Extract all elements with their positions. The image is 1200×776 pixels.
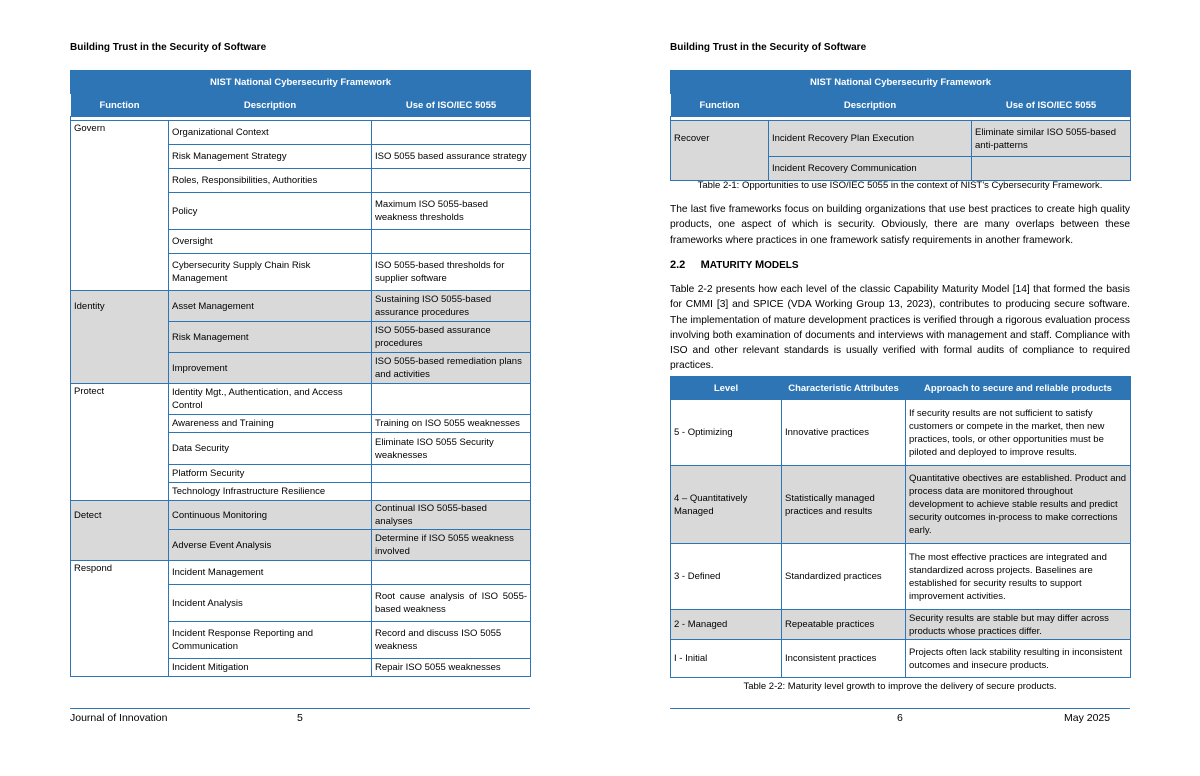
table-row	[71, 230, 531, 254]
description-cell: Risk Management Strategy	[169, 145, 372, 169]
function-cell: Respond	[71, 561, 169, 585]
approach-cell: Projects often lack stability resulting in inconsistent outcomes and insecure products.	[906, 640, 1131, 678]
function-cell	[71, 254, 169, 291]
function-cell	[71, 622, 169, 659]
table-row	[671, 610, 1131, 640]
table-row	[71, 254, 531, 291]
description-cell: Improvement	[169, 353, 372, 384]
use-cell: Continual ISO 5055-based analyses	[372, 501, 531, 530]
description-cell: Incident Recovery Plan Execution	[769, 121, 972, 157]
use-cell: ISO 5055-based thresholds for supplier software	[372, 254, 531, 291]
function-cell: Identity	[71, 291, 169, 322]
function-cell	[71, 659, 169, 677]
attributes-cell: Statistically managed practices and results	[782, 466, 906, 544]
table-row	[71, 353, 531, 384]
description-cell: Incident Recovery Communication	[769, 157, 972, 181]
description-cell: Incident Analysis	[169, 585, 372, 622]
description-cell: Roles, Responsibilities, Authorities	[169, 169, 372, 193]
use-cell	[372, 465, 531, 483]
level-cell: 4 – Quantitatively Managed	[671, 466, 782, 544]
column-header-use: Use of ISO/IEC 5055	[372, 94, 531, 117]
table-row	[71, 501, 531, 530]
table-row	[71, 322, 531, 353]
page-right	[600, 0, 1200, 776]
function-cell: Protect	[71, 384, 169, 415]
approach-cell: Quantitative obectives are established. Product and process data are monitored throughout development to achieve stable results and predict security outcomes in-process to make corrections early.	[906, 466, 1131, 544]
description-cell: Cybersecurity Supply Chain Risk Management	[169, 254, 372, 291]
running-head: Building Trust in the Security of Software	[70, 42, 267, 53]
column-header-use: Use of ISO/IEC 5055	[972, 94, 1131, 117]
description-cell: Organizational Context	[169, 121, 372, 145]
function-cell	[71, 353, 169, 384]
function-cell: Govern	[71, 121, 169, 145]
table-row	[71, 415, 531, 433]
table-row	[671, 544, 1131, 610]
table-row	[71, 561, 531, 585]
table-title: NIST National Cybersecurity Framework	[671, 71, 1131, 94]
table-row	[71, 169, 531, 193]
description-cell: Identity Mgt., Authentication, and Access Control	[169, 384, 372, 415]
use-cell: ISO 5055-based remediation plans and activities	[372, 353, 531, 384]
level-cell: I - Initial	[671, 640, 782, 678]
description-cell: Incident Mitigation	[169, 659, 372, 677]
attributes-cell: Inconsistent practices	[782, 640, 906, 678]
table-row	[671, 466, 1131, 544]
level-cell: 5 - Optimizing	[671, 400, 782, 466]
use-cell	[372, 483, 531, 501]
table-row	[671, 640, 1131, 678]
function-cell	[71, 145, 169, 169]
table-row	[71, 530, 531, 561]
section-title-initial: M	[754, 259, 765, 271]
nist-framework-table	[70, 70, 531, 677]
use-cell: Repair ISO 5055 weaknesses	[372, 659, 531, 677]
description-cell: Continuous Monitoring	[169, 501, 372, 530]
running-head: Building Trust in the Security of Software	[670, 42, 867, 53]
use-cell	[372, 384, 531, 415]
footer-rule	[670, 708, 1130, 709]
table-row	[71, 483, 531, 501]
column-header-description: Description	[769, 94, 972, 117]
table-row	[71, 121, 531, 145]
approach-cell: If security results are not sufficient to satisfy customers or compete in the market, then new practices, tools, or other opportunities must be piloted and deployed to improve results.	[906, 400, 1131, 466]
description-cell: Risk Management	[169, 322, 372, 353]
function-cell	[71, 193, 169, 230]
use-cell: ISO 5055-based assurance procedures	[372, 322, 531, 353]
description-cell: Awareness and Training	[169, 415, 372, 433]
use-cell: ISO 5055 based assurance strategy	[372, 145, 531, 169]
section-title-initial: M	[700, 259, 710, 271]
section-heading	[670, 259, 799, 271]
table-caption: Table 2-2: Maturity level growth to improve the delivery of secure products.	[743, 681, 1057, 692]
use-cell	[372, 230, 531, 254]
function-cell: Detect	[71, 501, 169, 530]
description-cell: Asset Management	[169, 291, 372, 322]
nist-framework-table-continued	[670, 70, 1131, 181]
table-row	[71, 585, 531, 622]
description-cell: Policy	[169, 193, 372, 230]
section-number: 2.2	[670, 259, 686, 271]
table-row	[71, 433, 531, 465]
table-row	[71, 465, 531, 483]
table-row	[71, 659, 531, 677]
table-row	[71, 145, 531, 169]
column-header-level: Level	[671, 377, 782, 400]
use-cell: Root cause analysis of ISO 5055-based weakness	[372, 585, 531, 622]
use-cell	[372, 561, 531, 585]
use-cell	[972, 157, 1131, 181]
attributes-cell: Standardized practices	[782, 544, 906, 610]
function-cell	[71, 230, 169, 254]
function-cell	[671, 157, 769, 181]
table-row	[71, 384, 531, 415]
function-cell	[71, 465, 169, 483]
function-cell	[71, 530, 169, 561]
function-cell	[71, 322, 169, 353]
description-cell: Platform Security	[169, 465, 372, 483]
nist-table-body	[71, 121, 531, 677]
page-number: 5	[297, 712, 303, 724]
use-cell: Determine if ISO 5055 weakness involved	[372, 530, 531, 561]
column-header-function: Function	[671, 94, 769, 117]
description-cell: Adverse Event Analysis	[169, 530, 372, 561]
table-row	[671, 157, 1131, 181]
description-cell: Incident Management	[169, 561, 372, 585]
function-cell	[71, 169, 169, 193]
level-cell: 2 - Managed	[671, 610, 782, 640]
footer-rule	[70, 708, 530, 709]
use-cell: Maximum ISO 5055-based weakness thresholds	[372, 193, 531, 230]
table-title: NIST National Cybersecurity Framework	[71, 71, 531, 94]
maturity-table	[670, 376, 1131, 678]
table-caption: Table 2-1: Opportunities to use ISO/IEC 5055 in the context of NIST’s Cybersecurity Framework.	[697, 180, 1103, 191]
nist-table-body	[671, 121, 1131, 181]
footer-date: May 2025	[1064, 712, 1111, 724]
use-cell	[372, 169, 531, 193]
maturity-table-body	[671, 400, 1131, 678]
table-row	[671, 121, 1131, 157]
section-title-part: ATURITY	[709, 260, 755, 271]
use-cell: Record and discuss ISO 5055 weakness	[372, 622, 531, 659]
column-header-attributes: Characteristic Attributes	[782, 377, 906, 400]
body-paragraph: The last five frameworks focus on building organizations that use best practices to create high quality products, one aspect of which is security. Obviously, there are many overlaps between these frameworks where practices in one framework satisfy requirements in another framework.	[670, 204, 1130, 246]
description-cell: Incident Response Reporting and Communication	[169, 622, 372, 659]
column-header-function: Function	[71, 94, 169, 117]
function-cell: Recover	[671, 121, 769, 157]
description-cell: Data Security	[169, 433, 372, 465]
approach-cell: Security results are stable but may differ across products whose practices differ.	[906, 610, 1131, 640]
use-cell: Sustaining ISO 5055-based assurance procedures	[372, 291, 531, 322]
table-row	[71, 193, 531, 230]
approach-cell: The most effective practices are integrated and standardized across projects. Baselines are established for security results to support improvement activities.	[906, 544, 1131, 610]
footer-journal: Journal of Innovation	[70, 712, 168, 724]
section-title-part: ODELS	[764, 260, 799, 271]
level-cell: 3 - Defined	[671, 544, 782, 610]
page-number: 6	[897, 712, 903, 724]
table-row	[671, 400, 1131, 466]
use-cell: Eliminate ISO 5055 Security weaknesses	[372, 433, 531, 465]
function-cell	[71, 415, 169, 433]
function-cell	[71, 483, 169, 501]
table-row	[71, 622, 531, 659]
use-cell: Training on ISO 5055 weaknesses	[372, 415, 531, 433]
function-cell	[71, 433, 169, 465]
use-cell: Eliminate similar ISO 5055-based anti-patterns	[972, 121, 1131, 157]
attributes-cell: Innovative practices	[782, 400, 906, 466]
attributes-cell: Repeatable practices	[782, 610, 906, 640]
column-header-description: Description	[169, 94, 372, 117]
column-header-approach: Approach to secure and reliable products	[906, 377, 1131, 400]
table-row	[71, 291, 531, 322]
use-cell	[372, 121, 531, 145]
function-cell	[71, 585, 169, 622]
description-cell: Oversight	[169, 230, 372, 254]
body-paragraph: Table 2-2 presents how each level of the classic Capability Maturity Model [14] that formed the basis for CMMI [3] and SPICE (VDA Working Group 13, 2023), contributes to producing secure software. The implementation of mature development practices is verified through a rigorous evaluation process involving both examination of documents and interviews with management and staff. Compliance with ISO and other relevant standards is usually verified with formal audits of compliance to required practices.	[670, 284, 1130, 372]
description-cell: Technology Infrastructure Resilience	[169, 483, 372, 501]
